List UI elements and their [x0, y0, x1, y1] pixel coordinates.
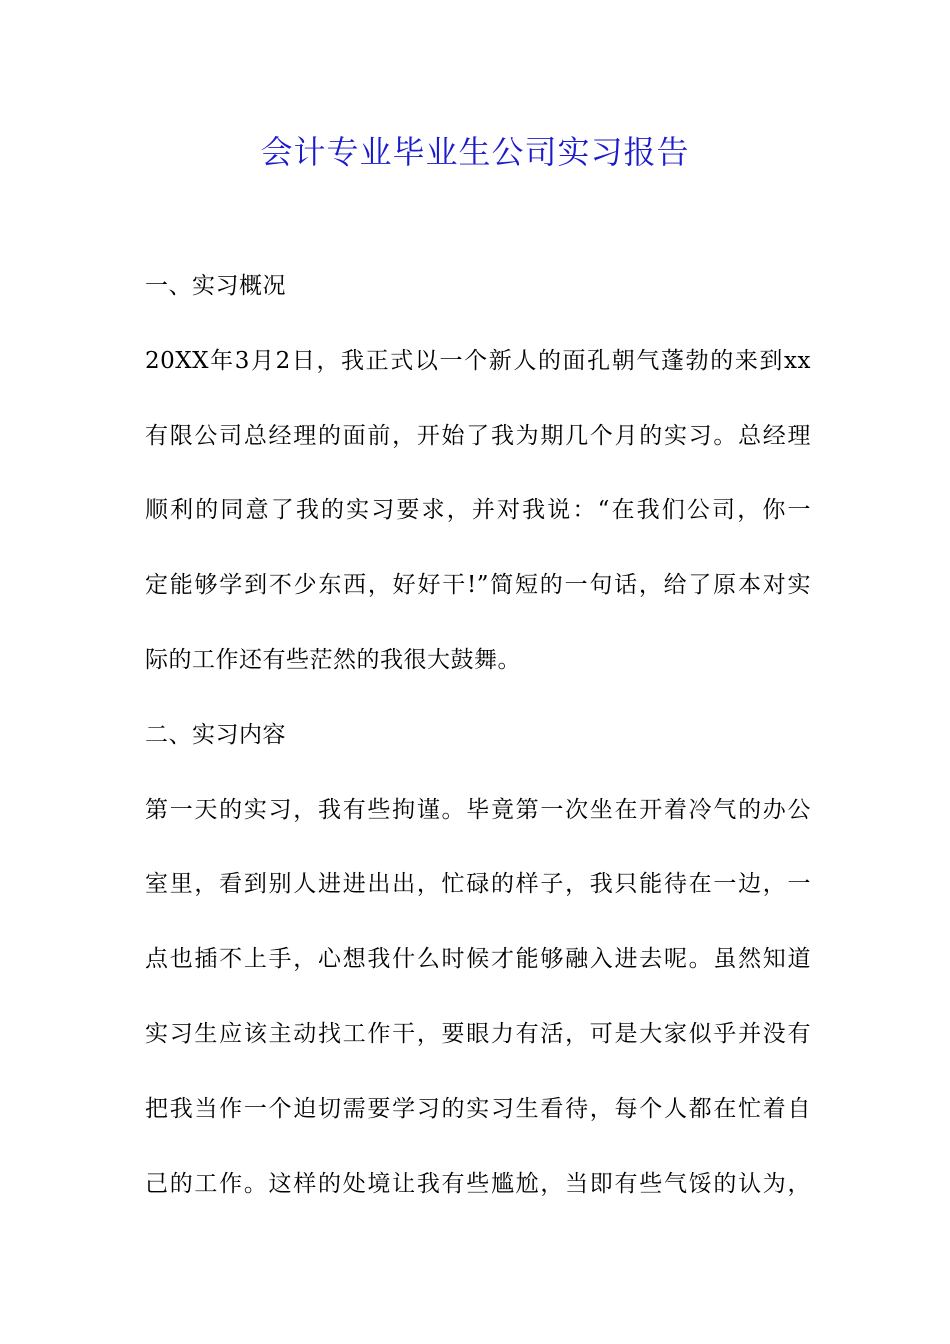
paragraph-line: 点也插不上手，心想我什么时候才能够融入进去呢。虽然知道	[145, 946, 811, 973]
paragraph-line: 20XX年3月2日，我正式以一个新人的面孔朝气蓬勃的来到xx	[145, 347, 811, 374]
paragraph-line: 有限公司总经理的面前，开始了我为期几个月的实习。总经理	[145, 422, 811, 449]
paragraph-line: 第一天的实习，我有些拘谨。毕竟第一次坐在开着冷气的办公	[145, 796, 811, 823]
paragraph-line: 室里，看到别人进进出出，忙碌的样子，我只能待在一边，一	[145, 871, 811, 898]
document-body	[145, 262, 811, 1234]
paragraph-line: 己的工作。这样的处境让我有些尴尬，当即有些气馁的认为，	[145, 1170, 811, 1197]
paragraph-line: 实习生应该主动找工作干，要眼力有活，可是大家似乎并没有	[145, 1020, 811, 1047]
paragraph-line: 定能够学到不少东西，好好干!”简短的一句话，给了原本对实	[145, 572, 811, 599]
paragraph-line: 把我当作一个迫切需要学习的实习生看待，每个人都在忙着自	[145, 1095, 811, 1122]
section-heading-overview: 一、实习概况	[145, 273, 286, 299]
paragraph-line: 际的工作还有些茫然的我很大鼓舞。	[145, 646, 521, 673]
section-heading-content: 二、实习内容	[145, 721, 286, 748]
document-title: 会计专业毕业生公司实习报告	[260, 133, 690, 171]
paragraph-line: 顺利的同意了我的实习要求，并对我说：“在我们公司，你一	[145, 497, 811, 524]
